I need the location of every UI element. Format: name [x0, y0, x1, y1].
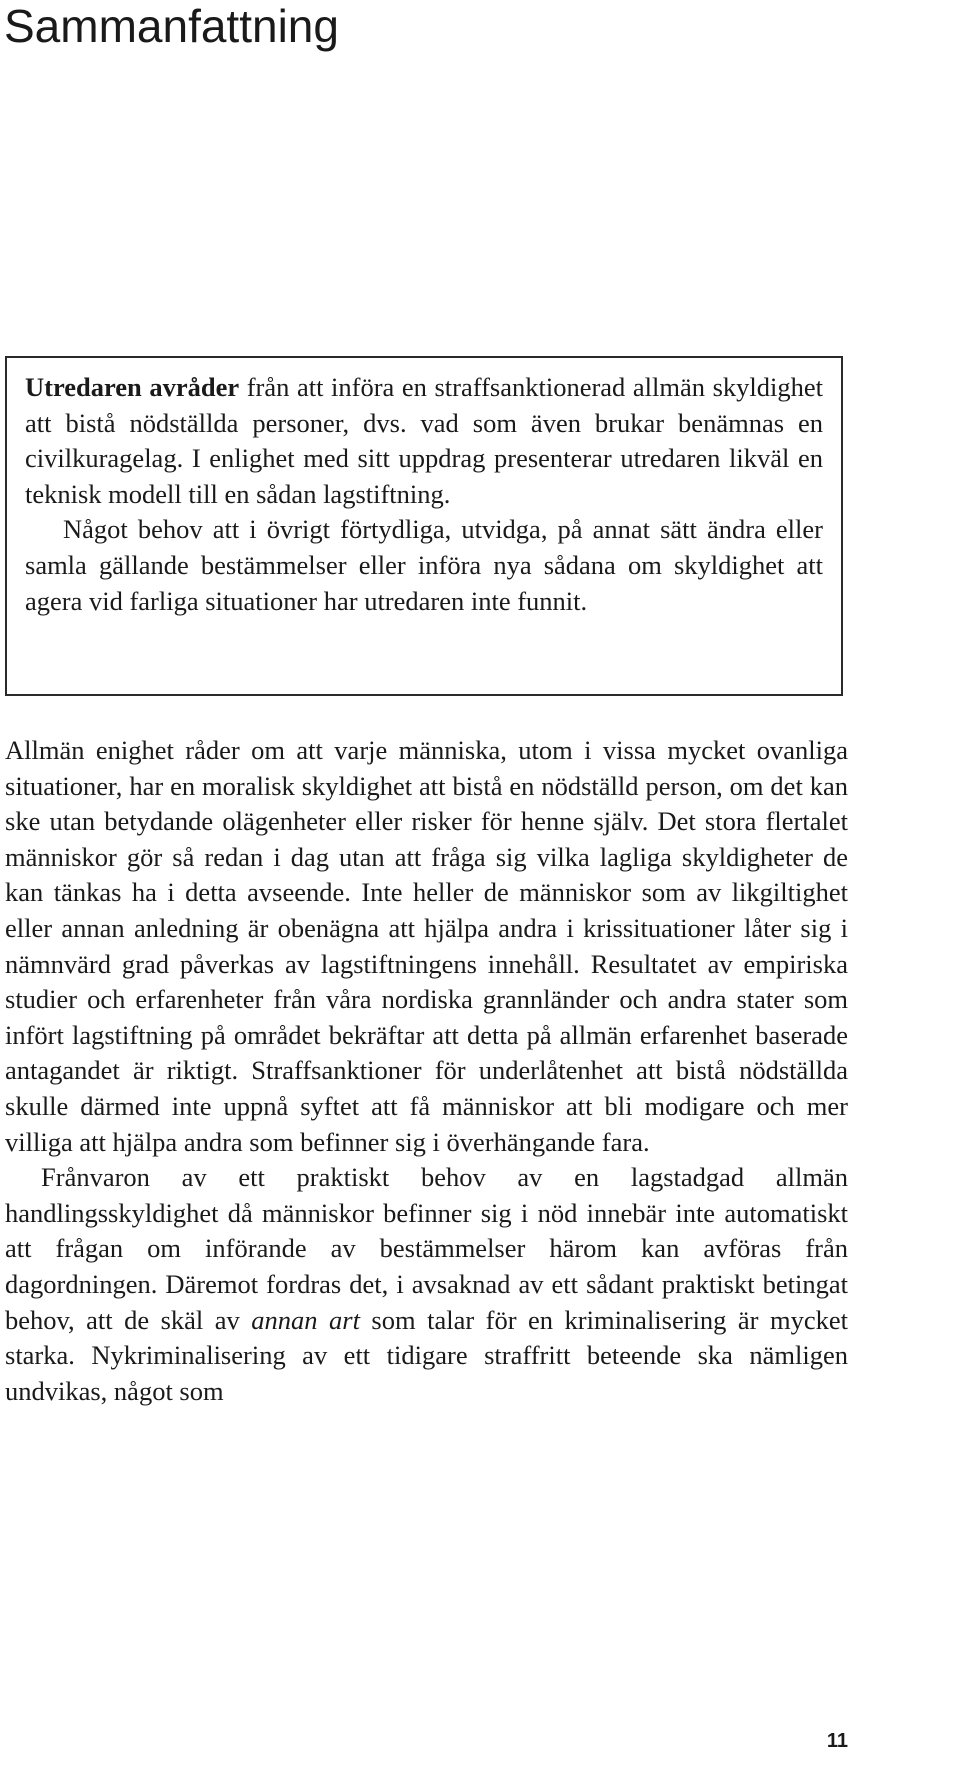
body-paragraph-1: Allmän enighet råder om att varje människa, utom i vissa mycket ovanliga situationer, har en moralisk skyldighet att bistå en nödställd person, om det kan ske utan betydande olägenheter eller risker för henne själv. Det stora flertalet människor gör så redan i dag utan att fråga sig vilka lagliga skyldigheter de kan tänkas ha i detta avseende. Inte heller de människor som av likgiltighet eller annan anledning är obenägna att hjälpa andra i krissituationer låter sig i nämnvärd grad påverkas av lagstiftningens innehåll. Resultatet av empiriska studier och erfarenheter från våra nordiska grannländer och andra stater som infört lagstiftning på området bekräftar att detta på allmän erfarenhet baserade antagandet är riktigt. Straffsanktioner för underlåtenhet att bistå nödställda skulle därmed inte uppnå syftet att få människor att bli modigare och mer villiga att hjälpa andra som befinner sig i överhängande fara. — [5, 735, 848, 1157]
summary-paragraph-1 — [25, 370, 823, 512]
summary-paragraph-1-text: från att införa en straffsanktionerad allmän skyldighet att bistå nödställda personer, dvs. vad som även brukar benämnas en civilkuragelag. I enlighet med sitt uppdrag presenterar utredaren likväl en teknisk modell till en sådan lagstiftning. — [25, 372, 823, 509]
body-text — [5, 733, 848, 1409]
body-paragraph-2-emphasis: annan art — [251, 1304, 360, 1335]
page-number: 11 — [826, 1730, 848, 1752]
summary-box — [5, 356, 843, 696]
body-paragraph-2-text-a: Frånvaron av ett praktiskt behov av en lagstadgad allmän handlingsskyldighet då människor befinner sig i nöd innebär inte automatiskt att frågan om införande av bestämmelser härom kan avföras från dagordningen. Däremot fordras det, i avsaknad av ett sådant praktiskt betingat behov, att de skäl av — [5, 1162, 848, 1335]
body-paragraph-2-text-b: som talar för en kriminalisering är mycket starka. Nykriminalisering av ett tidigare straffritt beteende ska nämligen undvikas, något som — [5, 1304, 848, 1406]
page-heading: Sammanfattning — [4, 0, 339, 52]
summary-lead: Utredaren avråder — [25, 372, 240, 402]
body-paragraph-2 — [5, 1160, 848, 1409]
summary-paragraph-2: Något behov att i övrigt förtydliga, utvidga, på annat sätt ändra eller samla gällande bestämmelser eller införa nya sådana om skyldighet att agera vid farliga situationer har utredaren inte funnit. — [25, 514, 823, 616]
